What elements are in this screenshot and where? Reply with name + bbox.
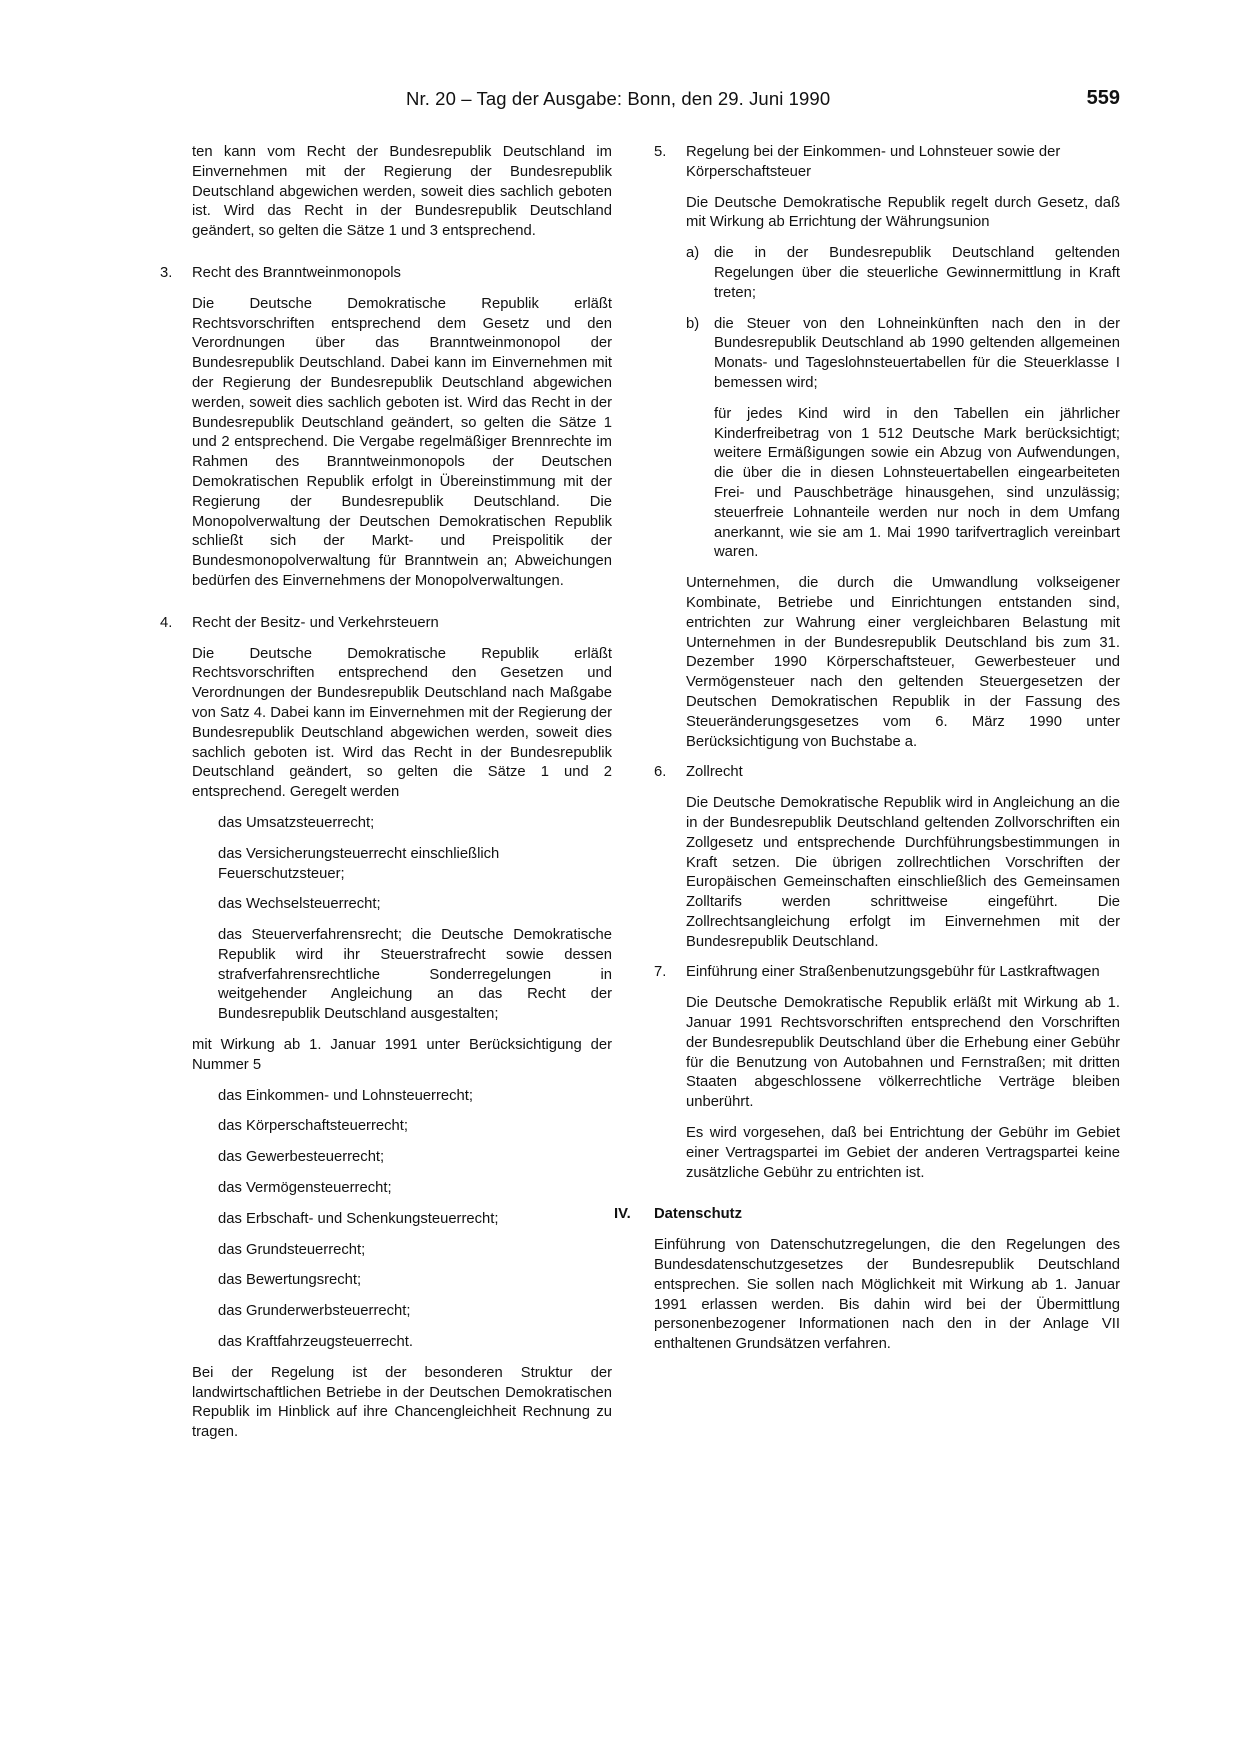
- header-title: Nr. 20 – Tag der Ausgabe: Bonn, den 29. Juni 1990: [406, 88, 831, 109]
- effective-date-text: mit Wirkung ab 1. Januar 1991 unter Berücksichtigung der Nummer 5: [192, 1037, 612, 1073]
- section-title: Recht des Branntweinmonopols: [192, 264, 401, 281]
- page-header: [0, 88, 1237, 118]
- tax-list-1: [160, 814, 612, 1025]
- subitem-text: die Steuer von den Lohneinkünften nach den in der Bundesrepublik Deutschland ab 1990 geltenden allgemeinen Monats- und Tageslohnsteuertabellen für die Steuerklasse I bemessen wird;: [714, 315, 1120, 391]
- part-title: Datenschutz: [654, 1206, 742, 1223]
- subitem-b: [654, 315, 1120, 394]
- section-7-heading: [654, 963, 1120, 983]
- part-iv-text: Einführung von Datenschutzregelungen, die den Regelungen des Bundesdatenschutzgesetzes der Bundesrepublik Deutschland entsprechen. Sie sollen nach Möglichkeit mit Wirkung ab 1. Januar 1991 erlassen werden. Bis dahin wird bei der Übermittlung personenbezogener Informationen nach den in der Anlage VII enthaltenen Grundsätzen verfahren.: [654, 1237, 1120, 1353]
- section-5-heading: [654, 143, 1120, 183]
- section-title: Zollrecht: [686, 764, 743, 781]
- section-3-text: Die Deutsche Demokratische Republik erläßt Rechtsvorschriften entsprechend dem Gesetz und den Verordnungen über das Branntweinmonopol der Bundesrepublik Deutschland. Dabei kann im Einvernehmen mit der Regierung der Bundesrepublik Deutschland abgewichen werden, soweit dies sachlich geboten ist. Wird das Recht in der Bundesrepublik Deutschland geändert, so gelten die Sätze 1 und 2 entsprechend. Die Vergabe regelmäßiger Brennrechte im Rahmen des Branntweinmonopols der Deutschen Demokratischen Republik erfolgt in Übereinstimmung mit der Regierung der Bundesrepublik Deutschland. Die Monopolverwaltung der Deutschen Demokratischen Republik schließt sich der Markt- und Preispolitik der Bundesmonopolverwaltung für Branntwein an; Abweichungen bedürfen des Einvernehmens der Monopolverwaltungen.: [192, 295, 612, 589]
- list-item: das Körperschaftsteuerrecht;: [218, 1118, 408, 1135]
- section-7-text: Es wird vorgesehen, daß bei Entrichtung der Gebühr im Gebiet einer Vertragspartei im Gebiet der anderen Vertragspartei keine zusätzliche Gebühr zu entrichten ist.: [686, 1125, 1120, 1181]
- page-number: 559: [1086, 87, 1120, 109]
- list-item: das Erbschaft- und Schenkungsteuerrecht;: [218, 1210, 499, 1227]
- list-item: das Versicherungsteuerrecht einschließlich Feuerschutzsteuer;: [218, 845, 500, 882]
- tax-list-2: [160, 1087, 612, 1353]
- section-title: Regelung bei der Einkommen- und Lohnsteuer sowie der Körperschaftsteuer: [686, 144, 1061, 180]
- part-number: IV.: [614, 1206, 631, 1223]
- left-column: [160, 143, 612, 1443]
- list-item: das Steuerverfahrensrecht; die Deutsche Demokratische Republik wird ihr Steuerstrafrecht sowie dessen strafverfahrensrechtliche Sonderregelungen in weitgehender Angleichung an das Recht der Bundesrepublik Deutschland ausgestalten;: [218, 927, 612, 1023]
- section-7-text: Die Deutsche Demokratische Republik erläßt mit Wirkung ab 1. Januar 1991 Rechtsvorschriften entsprechend den Vorschriften der Bundesrepublik Deutschland über die Erhebung einer Gebühr für die Benutzung von Autobahnen und Fernstraßen; mit dritten Staaten abgeschlossene völkerrechtliche Verträge bleiben unberührt.: [686, 995, 1120, 1111]
- closing-paragraph: Bei der Regelung ist der besonderen Struktur der landwirtschaftlichen Betriebe in der Deutschen Demokratischen Republik im Hinblick auf ihre Chancengleichheit Rechnung zu tragen.: [192, 1364, 612, 1441]
- list-item: das Einkommen- und Lohnsteuerrecht;: [218, 1087, 473, 1104]
- part-iv-heading: [614, 1205, 1120, 1225]
- section-title: Recht der Besitz- und Verkehrsteuern: [192, 614, 439, 631]
- section-number: 7.: [654, 964, 667, 981]
- list-item: das Grunderwerbsteuerrecht;: [218, 1303, 411, 1320]
- section-number: 3.: [160, 264, 173, 281]
- subitem-b-continuation: für jedes Kind wird in den Tabellen ein jährlicher Kinderfreibetrag von 1 512 Deutsche Mark berücksichtigt; weitere Ermäßigungen sowie ein Abzug von Aufwendungen, die über die in diesen Lohnsteuertabellen eingearbeiteten Frei- und Pauschbeträge hinausgehen, sind unzulässig; steuerfreie Lohnanteile werden nur noch in dem Umfang anerkannt, wie sie am 1. Mai 1990 tarifvertraglich vereinbart waren.: [714, 405, 1120, 561]
- section-5-intro: Die Deutsche Demokratische Republik regelt durch Gesetz, daß mit Wirkung ab Errichtung der Währungsunion: [686, 194, 1120, 231]
- subitem-text: die in der Bundesrepublik Deutschland geltenden Regelungen über die steuerliche Gewinnermittlung in Kraft treten;: [714, 245, 1120, 301]
- list-item: das Grundsteuerrecht;: [218, 1241, 366, 1258]
- right-column: [614, 143, 1120, 1355]
- section-6-heading: [654, 763, 1120, 783]
- list-item: das Bewertungsrecht;: [218, 1272, 362, 1289]
- subitem-label: b): [686, 315, 700, 332]
- list-item: das Umsatzsteuerrecht;: [218, 814, 375, 831]
- list-item: das Kraftfahrzeugsteuerrecht.: [218, 1334, 413, 1351]
- section-number: 6.: [654, 764, 667, 781]
- list-item: das Vermögensteuerrecht;: [218, 1180, 392, 1197]
- continuation-paragraph: ten kann vom Recht der Bundesrepublik Deutschland im Einvernehmen mit der Regierung der Bundesrepublik Deutschland abgewichen werden, soweit dies sachlich geboten ist. Wird das Recht in der Bundesrepublik Deutschland geändert, so gelten die Sätze 1 und 3 entsprechend.: [192, 144, 612, 240]
- section-4-text: Die Deutsche Demokratische Republik erläßt Rechtsvorschriften entsprechend den Gesetzen und Verordnungen der Bundesrepublik Deutschland nach Maßgabe von Satz 4. Dabei kann im Einvernehmen mit der Regierung der Bundesrepublik Deutschland abgewichen werden, soweit dies sachlich geboten ist. Wird das Recht in der Bundesrepublik Deutschland geändert, so gelten die Sätze 1 und 2 entsprechend. Geregelt werden: [192, 645, 612, 801]
- section-title: Einführung einer Straßenbenutzungsgebühr für Lastkraftwagen: [686, 964, 1100, 981]
- subitem-a: [654, 244, 1120, 303]
- subitem-label: a): [686, 245, 700, 262]
- section-number: 5.: [654, 144, 667, 160]
- section-4-heading: [160, 614, 612, 634]
- section-6-text: Die Deutsche Demokratische Republik wird in Angleichung an die in der Bundesrepublik Deutschland geltenden Zollvorschriften ein Zollgesetz und entsprechende Durchführungsbestimmungen in Kraft setzen. Die übrigen zollrechtlichen Vorschriften der Europäischen Gemeinschaften einschließlich des Gemeinsamen Zolltarifs werden schrittweise eingeführt. Die Zollrechtsangleichung erfolgt im Einvernehmen mit der Bundesrepublik Deutschland.: [686, 795, 1120, 950]
- list-item: das Gewerbesteuerrecht;: [218, 1149, 385, 1166]
- list-item: das Wechselsteuerrecht;: [218, 896, 381, 913]
- section-3-heading: [160, 264, 612, 284]
- section-number: 4.: [160, 614, 173, 631]
- section-5-enterprises: Unternehmen, die durch die Umwandlung volkseigener Kombinate, Betriebe und Einrichtungen entstanden sind, entrichten zur Wahrung einer vergleichbaren Belastung mit Unternehmen in der Bundesrepublik Deutschland bis zum 31. Dezember 1990 Körperschaftsteuer, Gewerbesteuer und Vermögensteuer nach den geltenden Steuergesetzen der Deutschen Demokratischen Republik in der Fassung des Steueränderungsgesetzes vom 6. März 1990 unter Berücksichtigung von Buchstabe a.: [686, 575, 1120, 750]
